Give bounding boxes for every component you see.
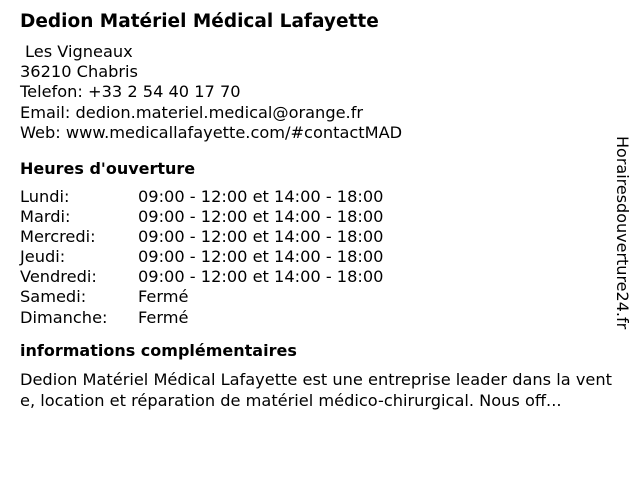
business-description: Dedion Matériel Médical Lafayette est une entreprise leader dans la vente, location et réparation de matériel médico-chirurgical. Nous off... [20, 369, 612, 410]
hours-row-friday [20, 267, 620, 287]
day-label: Vendredi: [20, 267, 97, 287]
opening-hours-heading: Heures d'ouverture [20, 159, 196, 179]
day-hours: 09:00 - 12:00 et 14:00 - 18:00 [138, 187, 384, 207]
day-hours: 09:00 - 12:00 et 14:00 - 18:00 [138, 247, 384, 267]
phone-number: Telefon: +33 2 54 40 17 70 [20, 82, 241, 102]
business-card [20, 10, 620, 411]
website-address: Web: www.medicallafayette.com/#contactMAD [20, 122, 403, 142]
day-label: Dimanche: [20, 307, 108, 327]
day-hours: 09:00 - 12:00 et 14:00 - 18:00 [138, 267, 384, 287]
day-label: Samedi: [20, 287, 87, 307]
day-label: Mardi: [20, 207, 71, 227]
day-label: Jeudi: [20, 247, 66, 267]
day-label: Lundi: [20, 187, 70, 207]
day-hours: 09:00 - 12:00 et 14:00 - 18:00 [138, 207, 384, 227]
hours-row-wednesday [20, 227, 620, 247]
day-label: Mercredi: [20, 227, 96, 247]
day-hours: 09:00 - 12:00 et 14:00 - 18:00 [138, 227, 384, 247]
hours-row-thursday [20, 247, 620, 267]
site-watermark: Horairesdouverture24.fr [613, 136, 632, 330]
business-name: Dedion Matériel Médical Lafayette [20, 11, 379, 32]
additional-info-heading: informations complémentaires [20, 340, 297, 360]
opening-hours-table [20, 187, 620, 328]
email-address: Email: dedion.materiel.medical@orange.fr [20, 102, 364, 122]
day-hours: Fermé [138, 287, 189, 307]
street-address: Les Vigneaux [25, 42, 133, 61]
hours-row-monday [20, 187, 620, 207]
city-address: 36210 Chabris [20, 62, 138, 82]
hours-row-sunday [20, 308, 620, 328]
contact-block [20, 42, 620, 143]
hours-row-tuesday [20, 207, 620, 227]
hours-row-saturday [20, 287, 620, 307]
day-hours: Fermé [138, 307, 189, 327]
